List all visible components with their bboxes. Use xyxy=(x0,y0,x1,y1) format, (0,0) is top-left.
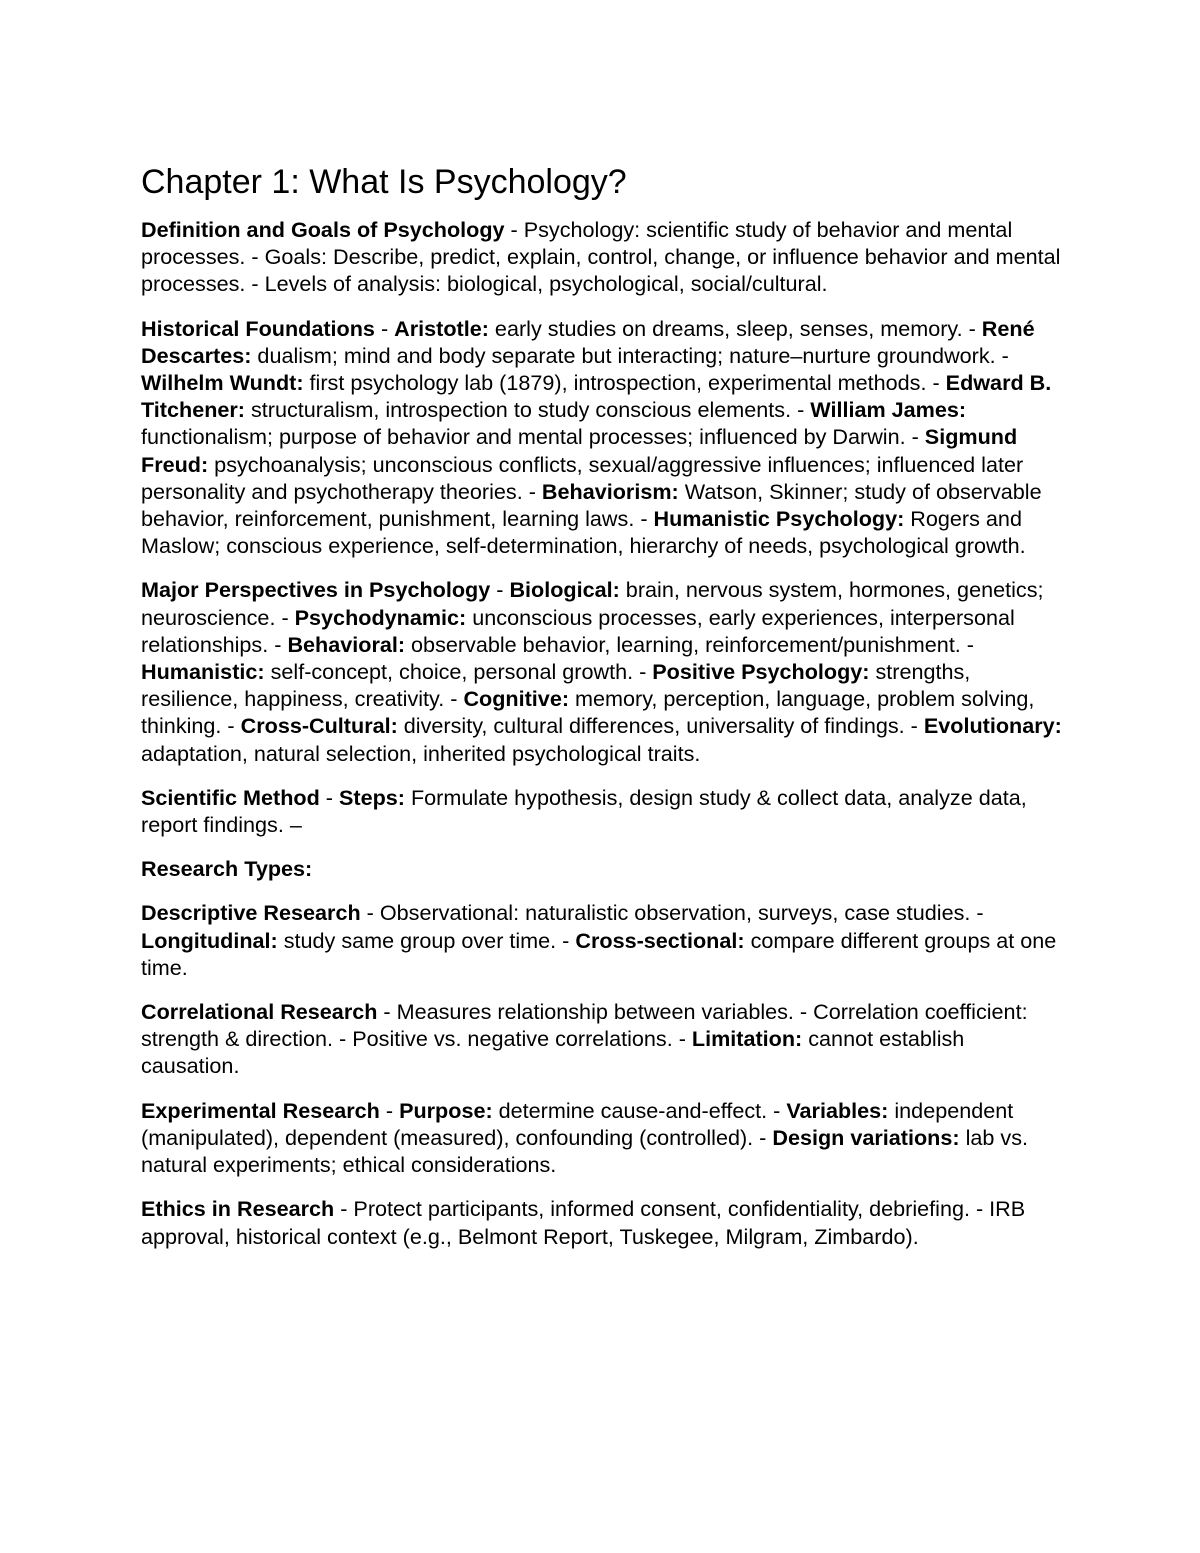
bold-term: Humanistic: xyxy=(141,659,265,685)
bold-term: Positive Psychology: xyxy=(652,659,870,685)
bold-term: Longitudinal: xyxy=(141,927,278,953)
body-text: determine cause-and-effect. - xyxy=(492,1097,787,1123)
section-paragraph xyxy=(141,1097,1066,1179)
body-text: unconscious processes, early experiences, interpersonal relationships. - xyxy=(141,604,1015,657)
document-page xyxy=(141,160,1066,1267)
bold-term: Definition and Goals of Psychology xyxy=(141,217,505,242)
body-text: - Measures relationship between variables. - Correlation coefficient: strength & direction. - Positive vs. negative correlations. - xyxy=(141,999,1028,1052)
section-paragraph xyxy=(141,576,1066,766)
bold-term: Behaviorism: xyxy=(541,478,679,504)
bold-term: Cognitive: xyxy=(463,686,570,712)
bold-term: Major Perspectives in Psychology xyxy=(141,577,491,603)
body-text: observable behavior, learning, reinforcement/punishment. - xyxy=(405,631,975,657)
bold-term: Cross-sectional: xyxy=(575,927,745,953)
section-paragraph xyxy=(141,1195,1066,1249)
body-text: compare different groups at one time. xyxy=(141,927,1057,980)
body-text: diversity, cultural differences, universality of findings. - xyxy=(397,713,924,739)
section-paragraph xyxy=(141,784,1066,838)
bold-term: Historical Foundations xyxy=(141,315,375,341)
bold-term: Humanistic Psychology: xyxy=(653,506,905,532)
section-paragraph xyxy=(141,216,1066,298)
bold-term: Psychodynamic: xyxy=(294,604,467,630)
bold-term: Ethics in Research xyxy=(141,1196,335,1222)
bold-term: Edward B. Titchener: xyxy=(141,370,1052,423)
bold-term: René Descartes: xyxy=(141,315,1035,368)
bold-term: Evolutionary: xyxy=(923,713,1062,739)
body-text: dualism; mind and body separate but interacting; nature–nurture groundwork. - xyxy=(251,342,1009,368)
chapter-title: Chapter 1: What Is Psychology? xyxy=(141,163,627,201)
body-text: study same group over time. - xyxy=(277,927,576,953)
body-text: - Protect participants, informed consent, confidentiality, debriefing. - IRB approval, historical context (e.g., Belmont Report, Tuskegee, Milgram, Zimbardo). xyxy=(141,1196,1026,1249)
bold-term: Steps: xyxy=(338,784,405,810)
body-text: functionalism; purpose of behavior and mental processes; influenced by Darwin. - xyxy=(141,424,925,450)
body-text: structuralism, introspection to study conscious elements. - xyxy=(245,397,811,423)
body-text: Formulate hypothesis, design study & collect data, analyze data, report findings. – xyxy=(141,784,1027,838)
body-text: - xyxy=(319,784,339,810)
body-text: - xyxy=(379,1097,400,1123)
document-body xyxy=(141,216,1066,1250)
body-text: - xyxy=(490,577,510,603)
bold-term: William James: xyxy=(810,397,967,423)
body-text: Watson, Skinner; study of observable behavior, reinforcement, punishment, learning laws. - xyxy=(141,478,1042,532)
section-paragraph xyxy=(141,998,1066,1080)
bold-term: Purpose: xyxy=(399,1097,493,1123)
bold-term: Sigmund Freud: xyxy=(141,424,1018,477)
bold-term: Aristotle: xyxy=(394,315,489,341)
body-text: strengths, resilience, happiness, creativity. - xyxy=(141,659,971,712)
bold-term: Correlational Research xyxy=(141,999,378,1025)
body-text: early studies on dreams, sleep, senses, memory. - xyxy=(488,315,982,341)
body-text: - xyxy=(374,315,395,341)
body-text: memory, perception, language, problem solving, thinking. - xyxy=(141,686,1035,739)
body-text: independent (manipulated), dependent (measured), confounding (controlled). - xyxy=(141,1097,1014,1150)
bold-term: Behavioral: xyxy=(287,631,406,657)
bold-term: Variables: xyxy=(786,1097,889,1123)
bold-term: Biological: xyxy=(509,577,620,603)
bold-term: Limitation: xyxy=(691,1026,803,1052)
body-text: - Psychology: scientific study of behavior and mental processes. - Goals: Describe, predict, explain, control, change, or influence behavior and mental processes. - Levels of analysis: biological, psychological, social/cultural. xyxy=(141,217,1061,297)
bold-term: Cross-Cultural: xyxy=(240,713,398,739)
section-paragraph xyxy=(141,855,1066,882)
body-text: lab vs. natural experiments; ethical considerations. xyxy=(141,1124,1028,1178)
body-text: - Observational: naturalistic observation, surveys, case studies. - xyxy=(360,900,984,926)
body-text: psychoanalysis; unconscious conflicts, sexual/aggressive influences; influenced later personality and psychotherapy theories. - xyxy=(141,451,1024,504)
bold-term: Wilhelm Wundt: xyxy=(141,370,304,396)
body-text: adaptation, natural selection, inherited psychological traits. xyxy=(141,740,701,766)
bold-term: Experimental Research xyxy=(141,1097,380,1123)
body-text: brain, nervous system, hormones, genetics; neuroscience. - xyxy=(141,577,1044,630)
body-text: first psychology lab (1879), introspection, experimental methods. - xyxy=(303,370,946,396)
bold-term: Research Types: xyxy=(141,856,313,882)
body-text: Rogers and Maslow; conscious experience, self-determination, hierarchy of needs, psychological growth. xyxy=(141,506,1026,559)
bold-term: Design variations: xyxy=(772,1124,960,1150)
section-paragraph xyxy=(141,899,1066,981)
bold-term: Scientific Method xyxy=(141,784,320,810)
section-paragraph xyxy=(141,315,1066,560)
body-text: cannot establish causation. xyxy=(141,1026,965,1079)
bold-term: Descriptive Research xyxy=(141,900,361,926)
body-text: self-concept, choice, personal growth. - xyxy=(264,659,653,685)
